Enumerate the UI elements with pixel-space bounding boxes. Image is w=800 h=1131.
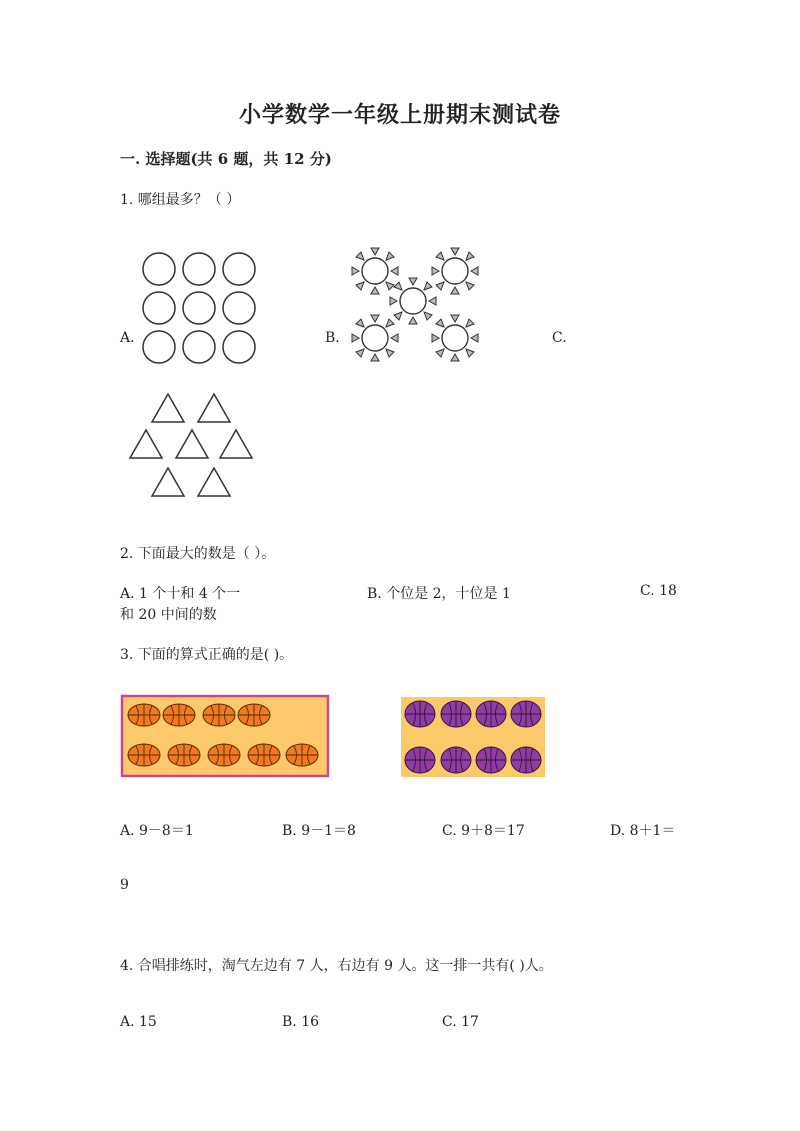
q1-option-b: B. — [325, 330, 340, 346]
q4-option-a: A. 15 — [120, 1014, 157, 1030]
question-1: 1. 哪组最多？（ ） — [120, 192, 241, 208]
section-heading: 一. 选择题(共 6 题，共 12 分) — [120, 150, 332, 168]
q1-option-c: C. — [552, 330, 567, 346]
q2-option-a: A. 1 个十和 4 个一 — [120, 586, 241, 602]
q2-option-c: C. 18 — [640, 583, 677, 599]
purple-balls-figure — [401, 697, 545, 777]
question-4: 4. 合唱排练时，淘气左边有 7 人，右边有 9 人。这一排一共有( )人。 — [120, 958, 553, 974]
page-title: 小学数学一年级上册期末测试卷 — [238, 102, 561, 128]
circles-group-figure — [140, 250, 260, 368]
suns-group-figure — [345, 240, 485, 365]
q2-option-a-cont: 和 20 中间的数 — [120, 607, 217, 623]
q3-option-d: D. 8＋1＝ — [610, 823, 676, 839]
question-3: 3. 下面的算式正确的是( )。 — [120, 647, 294, 663]
orange-balls-figure — [121, 695, 329, 777]
q3-option-c: C. 9＋8＝17 — [442, 823, 525, 839]
q4-option-c: C. 17 — [442, 1014, 479, 1030]
q1-option-a: A. — [120, 330, 135, 346]
q3-option-d-cont: 9 — [120, 877, 129, 893]
q3-option-b: B. 9－1＝8 — [282, 823, 356, 839]
q3-option-a: A. 9－8＝1 — [120, 823, 194, 839]
q4-option-b: B. 16 — [282, 1014, 320, 1030]
q2-option-b: B. 个位是 2，十位是 1 — [367, 586, 511, 602]
question-2: 2. 下面最大的数是（ ）。 — [120, 546, 276, 562]
triangles-group-figure — [128, 392, 256, 502]
